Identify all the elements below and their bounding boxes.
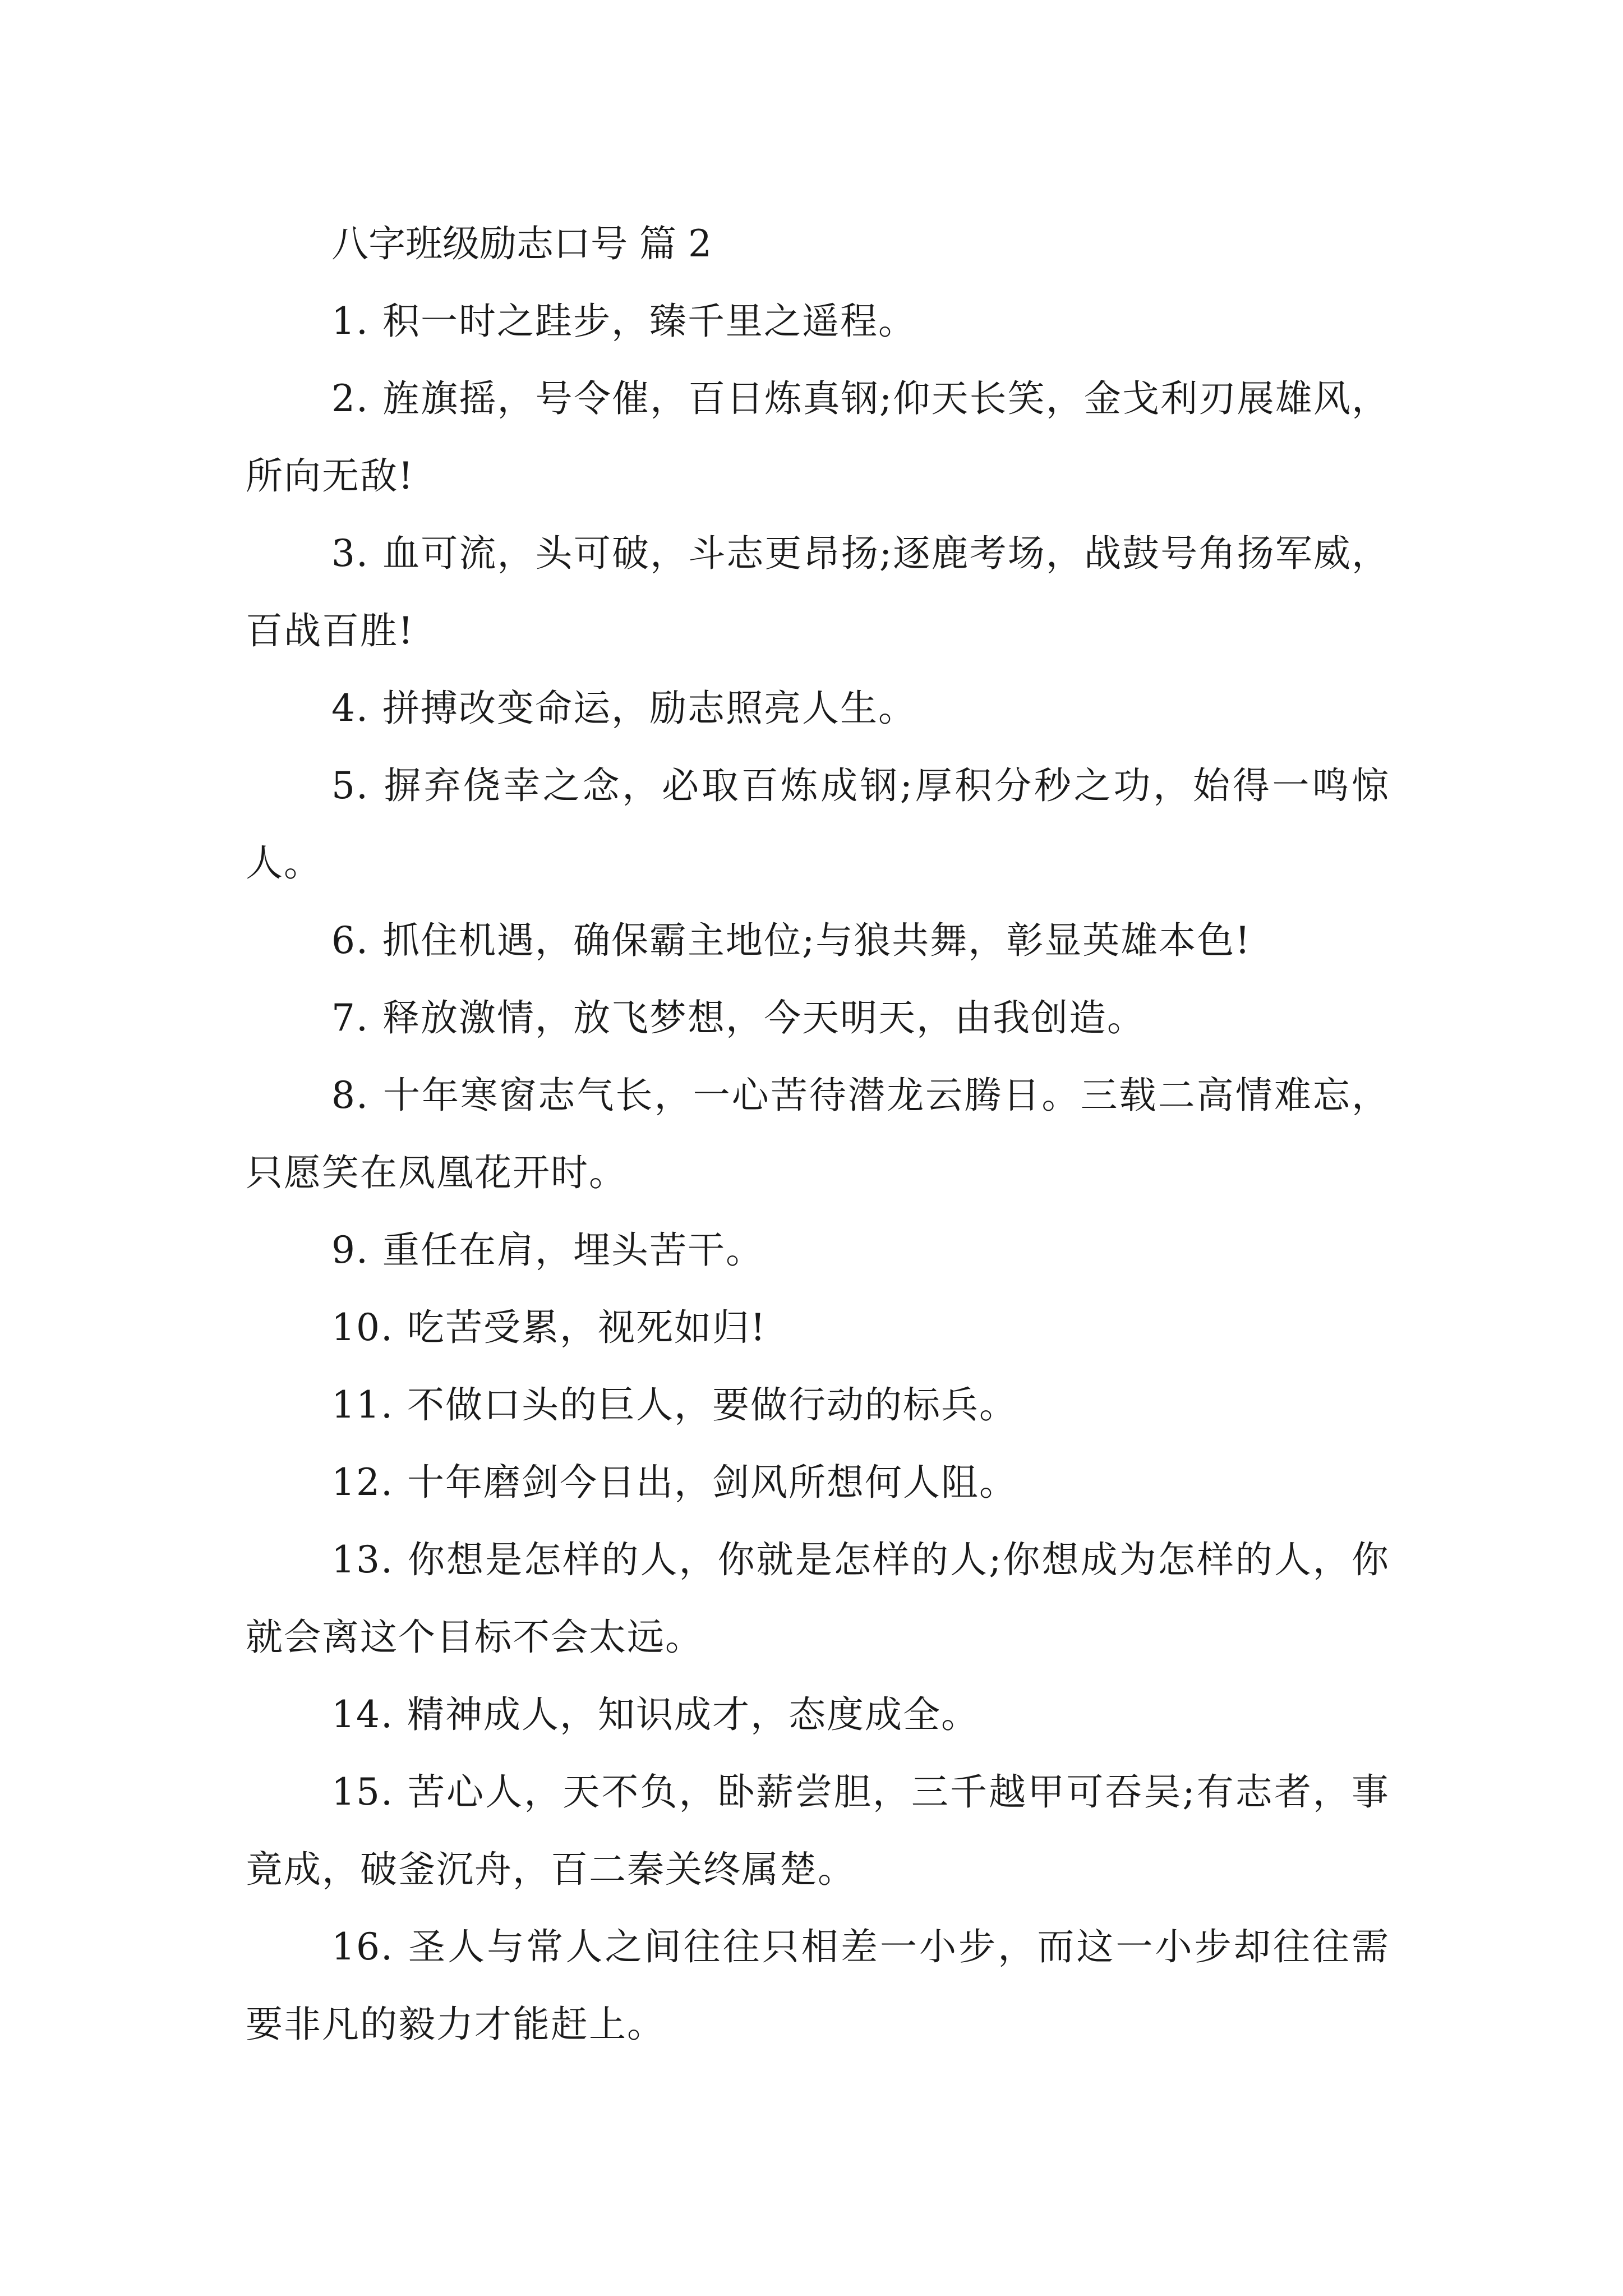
item-number: 4. (331, 687, 369, 730)
slogan-item (246, 979, 1390, 1057)
slogan-item (246, 1212, 1390, 1289)
item-number: 15. (331, 1770, 394, 1814)
section-heading: 八字班级励志口号 篇 2 (331, 222, 712, 265)
item-text: 不做口头的巨人，要做行动的标兵。 (407, 1383, 1017, 1427)
item-number: 2. (331, 377, 369, 420)
item-number: 10. (331, 1306, 394, 1349)
slogan-item (246, 747, 1390, 902)
item-number: 14. (331, 1693, 394, 1736)
slogan-item (246, 1366, 1390, 1444)
item-text: 吃苦受累，视死如归! (407, 1306, 767, 1349)
slogan-item (246, 1521, 1390, 1676)
slogan-item (246, 902, 1390, 979)
item-number: 1. (331, 300, 369, 343)
document-body (246, 205, 1390, 2063)
slogan-item (246, 283, 1390, 360)
item-text: 释放激情，放飞梦想，今天明天，由我创造。 (382, 996, 1145, 1039)
item-number: 8. (331, 1074, 369, 1117)
slogan-item (246, 360, 1390, 515)
item-text: 十年磨剑今日出，剑风所想何人阻。 (407, 1461, 1017, 1504)
item-text: 精神成人，知识成才，态度成全。 (407, 1693, 979, 1736)
slogan-item (246, 1754, 1390, 1908)
item-text: 血可流，头可破，斗志更昂扬;逐鹿考场，战鼓号角扬军威，百战百胜! (246, 532, 1390, 652)
item-text: 圣人与常人之间往往只相差一小步，而这一小步却往往需要非凡的毅力才能赶上。 (246, 1925, 1390, 2046)
item-number: 6. (331, 919, 369, 962)
item-text: 你想是怎样的人，你就是怎样的人;你想成为怎样的人，你就会离这个目标不会太远。 (246, 1538, 1390, 1659)
item-text: 苦心人，天不负，卧薪尝胆，三千越甲可吞吴;有志者，事竟成，破釜沉舟，百二秦关终属楚。 (246, 1770, 1390, 1891)
slogan-item (246, 1057, 1390, 1212)
slogan-item (246, 1289, 1390, 1366)
item-text: 积一时之跬步，臻千里之遥程。 (382, 300, 916, 343)
item-text: 拼搏改变命运，励志照亮人生。 (382, 687, 916, 730)
slogan-item (246, 515, 1390, 670)
item-number: 7. (331, 996, 369, 1039)
item-text: 重任在肩，埋头苦干。 (382, 1228, 764, 1272)
item-number: 9. (331, 1228, 369, 1272)
item-number: 11. (331, 1383, 394, 1427)
slogan-item (246, 1908, 1390, 2063)
item-text: 摒弃侥幸之念，必取百炼成钢;厚积分秒之功，始得一鸣惊人。 (246, 764, 1390, 885)
item-text: 旌旗摇，号令催，百日炼真钢;仰天长笑，金戈利刃展雄风，所向无敌! (246, 377, 1390, 498)
slogan-item (246, 1676, 1390, 1754)
item-text: 抓住机遇，确保霸主地位;与狼共舞，彰显英雄本色! (382, 919, 1251, 962)
slogan-item (246, 670, 1390, 747)
item-number: 16. (331, 1925, 394, 1968)
slogan-item (246, 1444, 1390, 1521)
item-text: 十年寒窗志气长，一心苦待潜龙云腾日。三载二高情难忘，只愿笑在凤凰花开时。 (246, 1074, 1390, 1194)
item-number: 5. (331, 764, 369, 807)
item-number: 13. (331, 1538, 394, 1581)
item-number: 12. (331, 1461, 394, 1504)
item-number: 3. (331, 532, 369, 575)
